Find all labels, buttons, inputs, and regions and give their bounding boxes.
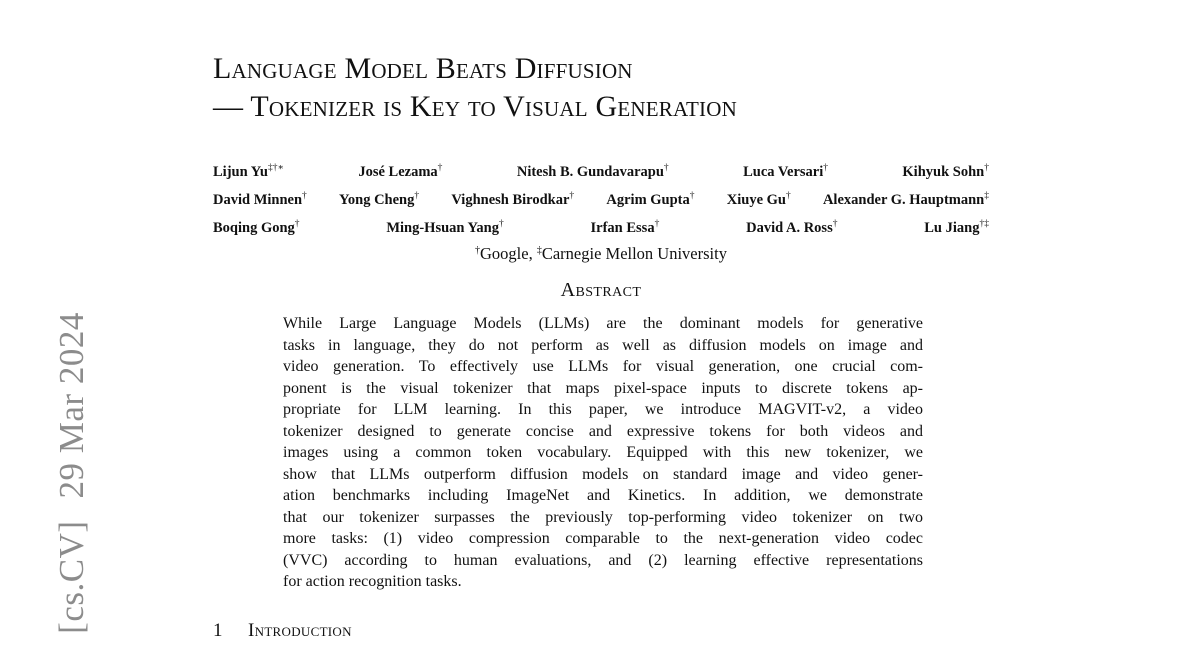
author [358,160,442,188]
affiliation-mark: ‡ [984,191,989,201]
author [591,216,660,244]
author [606,188,694,216]
affiliation-mark: † [823,163,828,173]
affiliation-mark: ‡†∗ [267,163,284,173]
author-name: Vighnesh Birodkar [451,192,570,208]
abstract-line: that our tokenizer surpasses the previously top-performing video tokenizer on two [283,508,923,526]
author [213,160,284,188]
abstract-line: tasks in language, they do not perform as well as diffusion models on image and [283,336,923,354]
author [213,188,307,216]
affiliation-mark: ‡ [536,245,542,256]
section-heading [213,620,352,642]
author-name: Luca Versari [743,164,824,180]
author-name: Boqing Gong [213,220,295,236]
abstract-line: show that LLMs outperform diffusion models on standard image and video gener- [283,465,923,483]
affiliation-mark: † [984,163,989,173]
abstract-line: ation benchmarks including ImageNet and Kinetics. In addition, we demonstrate [283,487,923,504]
author [386,216,503,244]
abstract-line: for action recognition tasks. [283,573,462,590]
affiliation-mark: † [663,163,669,173]
author [517,160,669,188]
affiliation-mark: † [302,191,307,201]
author [924,216,989,244]
abstract-line: tokenizer designed to generate concise and expressive tokens for both videos and [283,422,923,440]
abstract-line: video generation. To effectively use LLMs for visual generation, one crucial com- [283,358,923,375]
title-line-2: — Tokenizer is Key to Visual Generation [213,90,737,123]
abstract-line: more tasks: (1) video compression comparable to the next-generation video codec [283,530,923,547]
arxiv-date: 29 Mar 2024 [52,312,91,499]
abstract-line: ponent is the visual tokenizer that maps pixel-space inputs to discrete tokens ap- [283,379,923,397]
abstract-line: propriate for LLM learning. In this paper, we introduce MAGVIT-v2, a video [283,401,923,418]
abstract-line: images using a common token vocabulary. Equipped with this new tokenizer, we [283,444,923,461]
title-line-1: Language Model Beats Diffusion [213,52,633,85]
affiliation-mark: † [654,219,660,229]
author-row [213,216,989,244]
affiliation-mark: † [569,191,575,201]
affiliation-separator: , [528,244,537,263]
abstract-line: (VVC) according to human evaluations, and (2) learning effective representations [283,551,923,569]
author [823,188,989,216]
author-name: Irfan Essa [590,220,655,236]
affiliation-mark: † [414,191,420,201]
author [902,160,989,188]
section-number: 1 [213,620,223,641]
paper-title [213,50,993,126]
author-name: Lu Jiang [924,220,980,236]
author-list [213,160,989,244]
author-name: Kihyuk Sohn [902,164,985,180]
author [451,188,574,216]
affiliation-name: Carnegie Mellon University [541,244,727,263]
arxiv-category: [cs.CV] [52,520,91,634]
affiliation-mark: † [832,219,838,229]
author [743,160,828,188]
author-name: David A. Ross [746,220,833,236]
affiliation-name: Google [480,244,529,263]
author-name: Xiuye Gu [726,192,786,208]
affiliation-mark: † [689,191,695,201]
abstract-heading: Abstract [560,279,642,301]
author-name: David Minnen [213,192,303,208]
author [727,188,791,216]
author-name: José Lezama [358,164,438,180]
author-row [213,160,989,188]
author-name: Nitesh B. Gundavarapu [516,164,664,180]
author-name: Ming-Hsuan Yang [386,220,499,236]
affiliation-mark: † [437,163,443,173]
affiliation-mark: † [499,219,504,229]
author [339,188,419,216]
affiliations [213,244,989,264]
affiliation-mark: † [294,219,300,229]
author [213,216,300,244]
arxiv-identifier-stamp [52,312,92,634]
affiliation-mark: † [785,191,791,201]
author-row [213,188,989,216]
author-name: Lijun Yu [213,164,268,180]
author-name: Yong Cheng [339,192,415,208]
author-name: Alexander G. Hauptmann [822,192,985,208]
author [746,216,837,244]
section-title: Introduction [248,620,352,641]
affiliation-mark: †‡ [979,219,989,229]
abstract-body [283,313,923,593]
affiliation-mark: † [475,245,481,256]
author-name: Agrim Gupta [606,192,690,208]
abstract-line: While Large Language Models (LLMs) are the dominant models for generative [283,315,923,332]
